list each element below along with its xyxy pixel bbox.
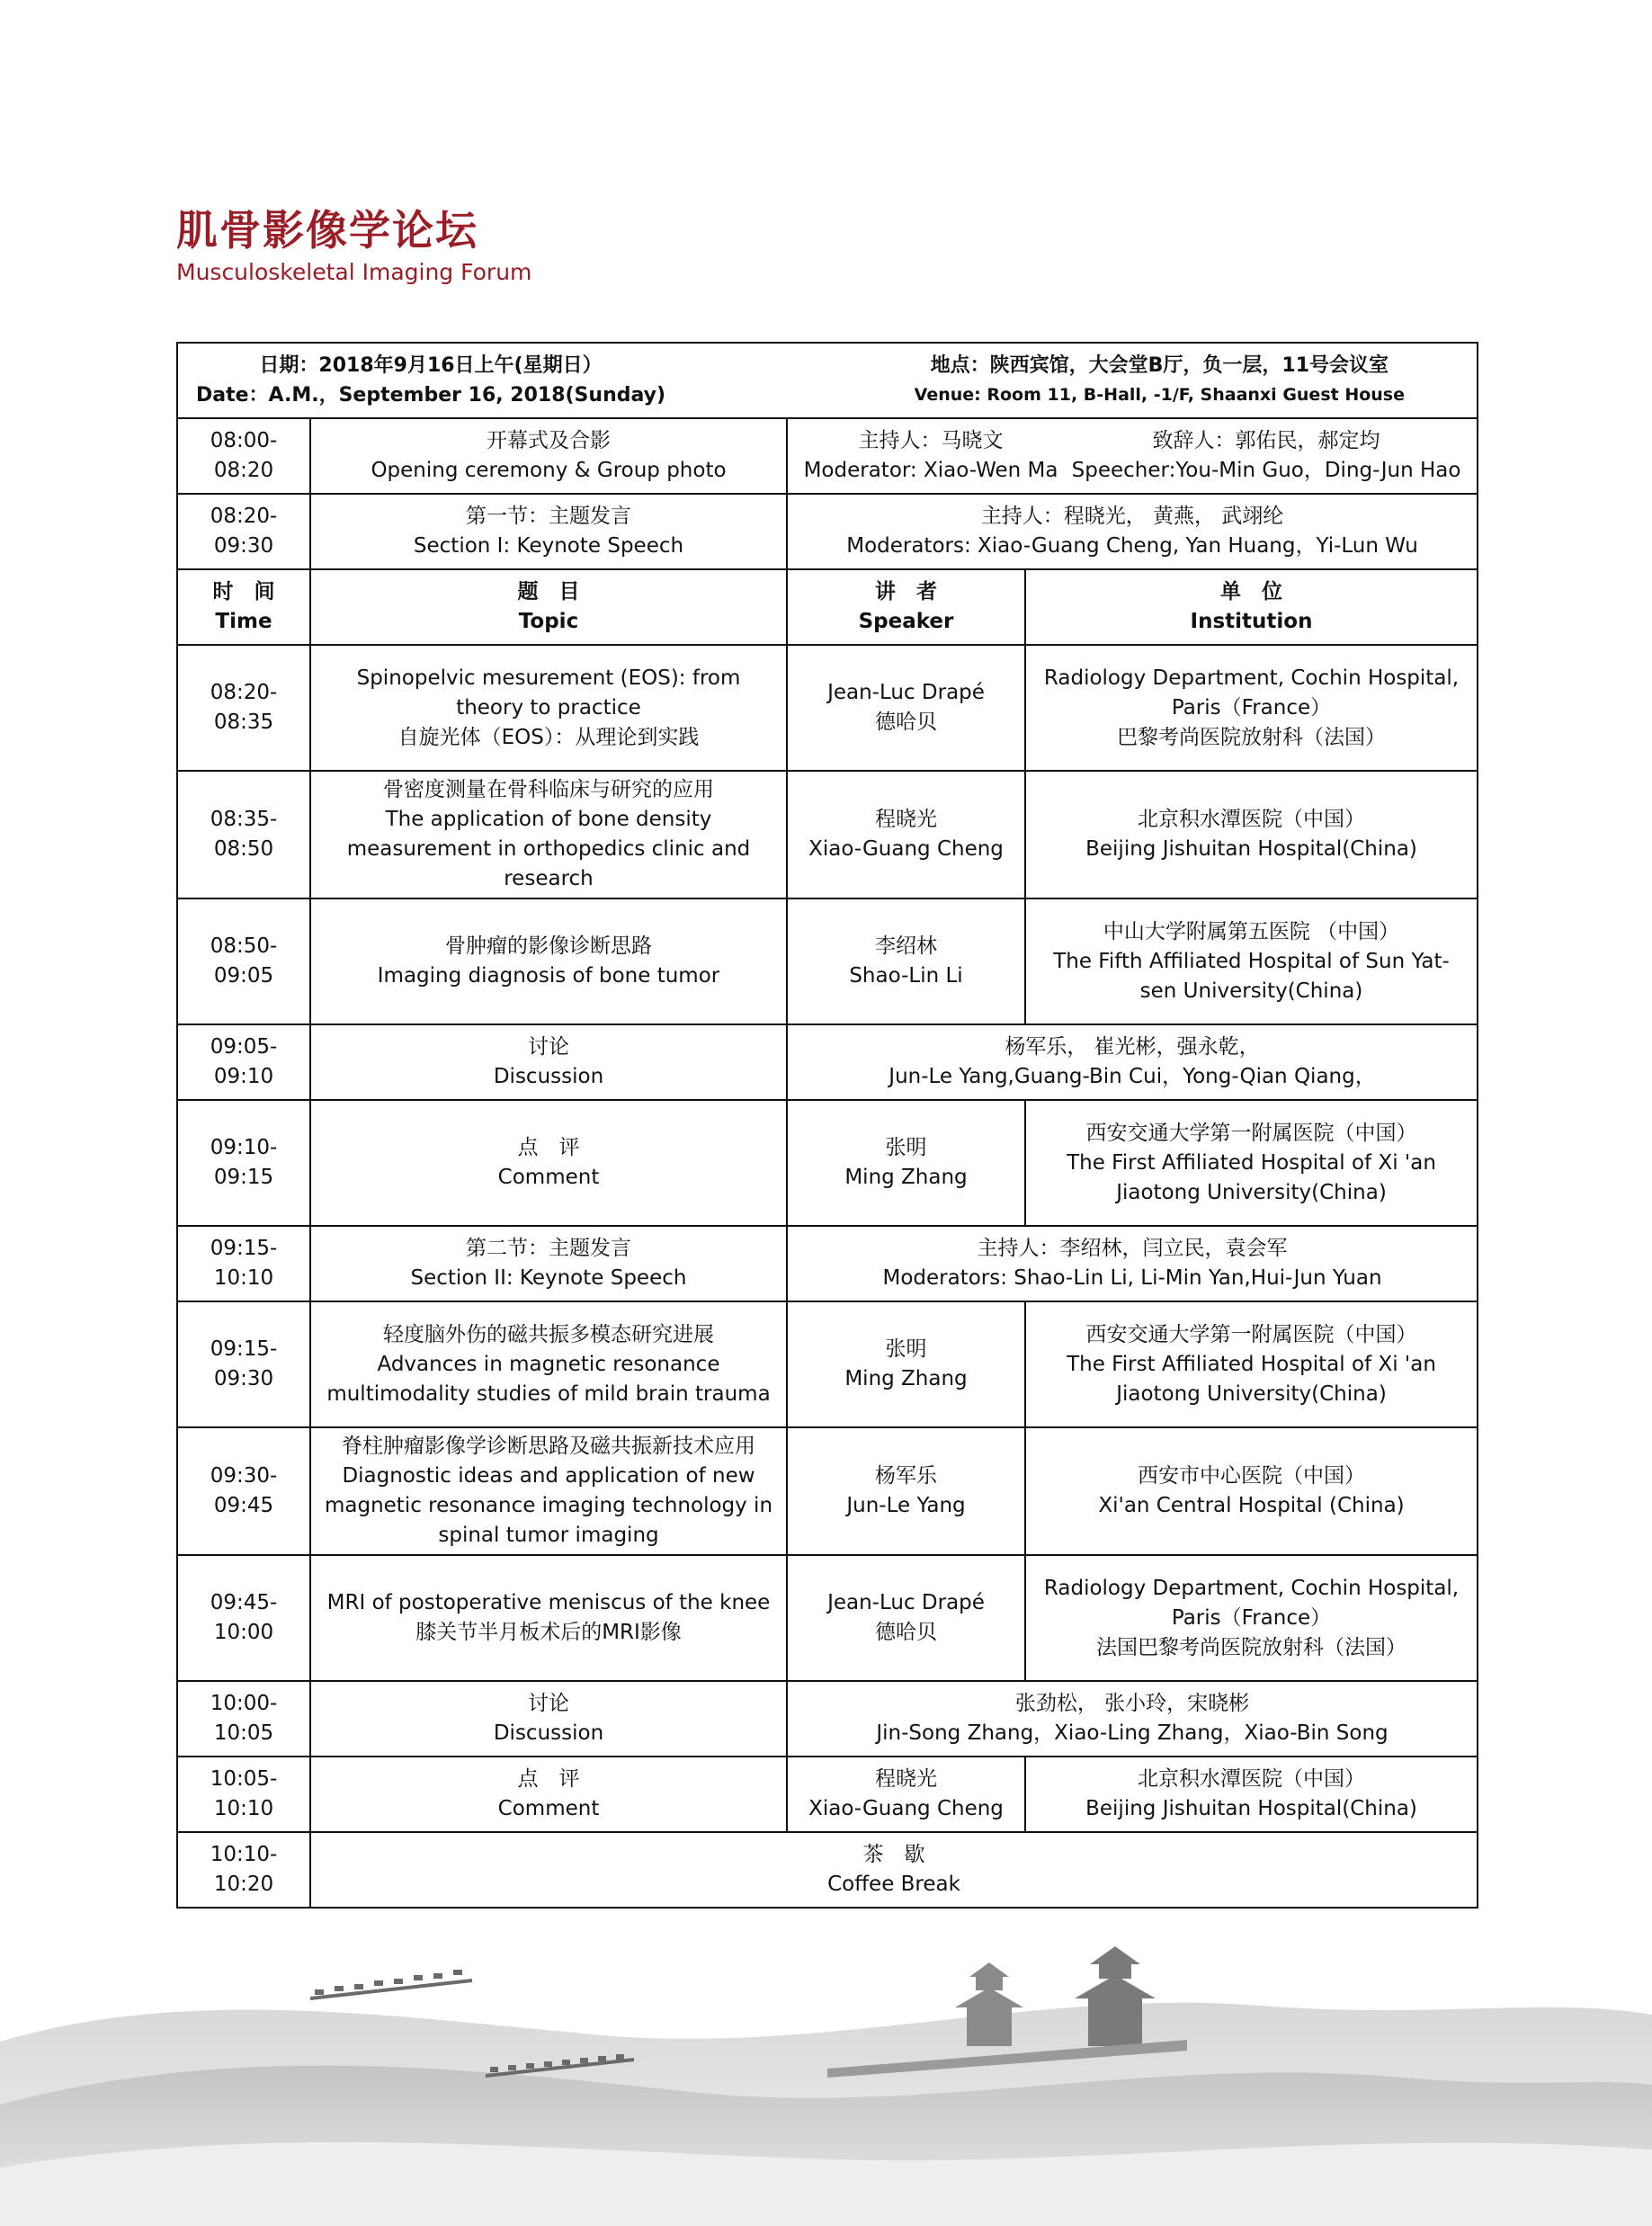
discussion-row (177, 1681, 1478, 1757)
talk-institution (1025, 1757, 1478, 1832)
talk-institution (1025, 1555, 1478, 1681)
title-zh: 讨论 (528, 1692, 569, 1715)
col-speaker (787, 569, 1025, 645)
desert-landscape-illustration (0, 1934, 1652, 2226)
title-en: Section II: Keynote Speech (410, 1266, 687, 1290)
talk-time: 08:50-09:05 (177, 898, 310, 1024)
talk-speaker (787, 771, 1025, 898)
title-zh: 第二节：主题发言 (466, 1237, 631, 1260)
talk-institution (1025, 645, 1478, 771)
discussion-people (787, 1024, 1478, 1100)
section2-row (177, 1226, 1478, 1301)
topic-line: 脊柱肿瘤影像学诊断思路及磁共振新技术应用 (342, 1435, 755, 1458)
talk-row (177, 898, 1478, 1024)
opening-row (177, 418, 1478, 494)
session-time: 10:05-10:10 (177, 1757, 310, 1832)
people-en: Jin-Song Zhang，Xiao-Ling Zhang，Xiao-Bin Song (876, 1721, 1389, 1745)
session-time: 08:00-08:20 (177, 418, 310, 494)
talk-speaker (787, 1100, 1025, 1226)
date-en: Date：A.M.，September 16, 2018(Sunday) (196, 384, 666, 407)
session-title (310, 418, 787, 494)
venue-en: Venue: Room 11, B-Hall, -1/F, Shaanxi Guest House (914, 385, 1406, 405)
session-title (310, 494, 787, 569)
venue-zh: 地点：陕西宾馆，大会堂B厅，负一层，11号会议室 (930, 354, 1389, 377)
comment-row (177, 1757, 1478, 1832)
column-header-row (177, 569, 1478, 645)
speecher-zh: 致辞人：郭佑民，郝定均 (1152, 429, 1380, 452)
topic-line: Spinopelvic mesurement (EOS): from theory to practice (356, 666, 741, 720)
talk-institution (1025, 1100, 1478, 1226)
talk-row (177, 1555, 1478, 1681)
speecher-en: Speecher:You-Min Guo，Ding-Jun Hao (1071, 459, 1461, 482)
institution-line: 巴黎考尚医院放射科（法国） (1117, 725, 1386, 749)
institution-line: 西安交通大学第一附属医院（中国） (1085, 1322, 1417, 1346)
discussion-row (177, 1024, 1478, 1100)
institution-line: 中山大学附属第五医院 （中国） (1103, 919, 1400, 943)
talk-speaker (787, 1757, 1025, 1832)
speaker-line: Ming Zhang (844, 1166, 968, 1189)
talk-row (177, 1301, 1478, 1427)
moderator-zh: 主持人：马晓文 (858, 429, 1004, 452)
speaker-line: Xiao-Guang Cheng (808, 837, 1004, 861)
session-title (310, 1757, 787, 1832)
session-time: 10:00-10:05 (177, 1681, 310, 1757)
topic-line: 自旋光体（EOS）：从理论到实践 (397, 725, 700, 749)
topic-line: 骨密度测量在骨科临床与研究的应用 (383, 778, 714, 801)
talk-topic (310, 1301, 787, 1427)
talk-institution (1025, 771, 1478, 898)
venue-block (915, 351, 1405, 410)
topic-line: 膝关节半月板术后的MRI影像 (415, 1621, 682, 1644)
speaker-line: Shao-Lin Li (849, 964, 963, 988)
people-zh: 张劲松， 张小玲，宋晓彬 (1014, 1692, 1250, 1715)
speaker-line: Xiao-Guang Cheng (808, 1797, 1004, 1820)
talk-row (177, 645, 1478, 771)
speaker-line: Jean-Luc Drapé (827, 1591, 985, 1614)
talk-row (177, 1427, 1478, 1555)
col-institution (1025, 569, 1478, 645)
title-en: Coffee Break (827, 1873, 960, 1896)
coffee-break-row (177, 1832, 1478, 1908)
title-en: Discussion (493, 1721, 604, 1745)
date-block (196, 351, 665, 410)
institution-line: Radiology Department, Cochin Hospital, Paris（France） (1043, 666, 1460, 720)
forum-title-zh: 肌骨影像学论坛 (176, 206, 478, 255)
talk-topic (310, 1555, 787, 1681)
session-title (310, 1226, 787, 1301)
institution-line: The Fifth Affiliated Hospital of Sun Yat-sen University(China) (1053, 949, 1450, 1003)
moderators-en: Moderators: Shao-Lin Li, Li-Min Yan,Hui-Jun Yuan (882, 1266, 1382, 1290)
discussion-people (787, 1681, 1478, 1757)
forum-title-en: Musculoskeletal Imaging Forum (176, 259, 532, 285)
talk-speaker (787, 645, 1025, 771)
institution-line: Beijing Jishuitan Hospital(China) (1085, 1797, 1417, 1820)
title-zh: 开幕式及合影 (487, 429, 611, 452)
talk-speaker (787, 1427, 1025, 1555)
session-title (310, 1024, 787, 1100)
title-zh: 茶 歇 (862, 1843, 925, 1866)
topic-line: Diagnostic ideas and application of new magnetic resonance imaging technology in spinal tumor imaging (324, 1464, 773, 1547)
institution-line: 法国巴黎考尚医院放射科（法国） (1096, 1635, 1406, 1659)
institution-line: Beijing Jishuitan Hospital(China) (1085, 837, 1417, 861)
col-topic-zh: 题 目 (517, 580, 580, 603)
topic-line: 轻度脑外伤的磁共振多模态研究进展 (383, 1322, 714, 1346)
speaker-line: 张明 (885, 1136, 927, 1159)
institution-line: Radiology Department, Cochin Hospital, Paris（France） (1043, 1576, 1460, 1630)
topic-line: MRI of postoperative meniscus of the knee (326, 1591, 771, 1614)
speaker-line: 德哈贝 (875, 711, 937, 734)
speaker-line: 杨军乐 (875, 1464, 937, 1488)
col-speaker-zh: 讲 者 (875, 580, 937, 603)
title-en: Opening ceremony & Group photo (371, 459, 727, 482)
speaker-line: 程晓光 (875, 1767, 937, 1791)
session-title (310, 1100, 787, 1226)
session-time: 09:10-09:15 (177, 1100, 310, 1226)
comment-row (177, 1100, 1478, 1226)
institution-line: 西安交通大学第一附属医院（中国） (1085, 1121, 1417, 1145)
institution-line: Xi'an Central Hospital (China) (1098, 1494, 1405, 1517)
title-zh: 点 评 (517, 1767, 580, 1791)
talk-time: 08:20-08:35 (177, 645, 310, 771)
talk-time: 09:15-09:30 (177, 1301, 310, 1427)
people-zh: 杨军乐， 崔光彬，强永乾， (1005, 1035, 1260, 1059)
title-en: Discussion (493, 1065, 604, 1088)
moderators-zh: 主持人：李绍林，闫立民，袁会军 (977, 1237, 1288, 1260)
date-zh: 日期：2018年9月16日上午(星期日） (259, 354, 603, 377)
session-time: 09:05-09:10 (177, 1024, 310, 1100)
camel-caravan-icon (310, 1970, 472, 2000)
topic-line: 骨肿瘤的影像诊断思路 (445, 934, 652, 958)
title-zh: 讨论 (528, 1035, 569, 1059)
talk-speaker (787, 1301, 1025, 1427)
topic-line: Imaging diagnosis of bone tumor (377, 964, 720, 988)
col-speaker-en: Speaker (858, 610, 954, 633)
speaker-line: 德哈贝 (875, 1621, 937, 1644)
talk-time: 09:30-09:45 (177, 1427, 310, 1555)
talk-topic (310, 771, 787, 898)
talk-time: 08:35-08:50 (177, 771, 310, 898)
talk-time: 09:45-10:00 (177, 1555, 310, 1681)
speaker-line: 李绍林 (875, 934, 937, 958)
topic-line: The application of bone density measurement in orthopedics clinic and research (346, 808, 751, 890)
speaker-line: Ming Zhang (844, 1367, 968, 1390)
session-time: 10:10-10:20 (177, 1832, 310, 1908)
speaker-line: Jean-Luc Drapé (827, 681, 985, 704)
speecher (1072, 426, 1461, 486)
session-time: 08:20-09:30 (177, 494, 310, 569)
topic-line: Advances in magnetic resonance multimodality studies of mild brain trauma (326, 1352, 771, 1406)
institution-line: 北京积水潭医院（中国） (1138, 808, 1365, 831)
session-title (310, 1681, 787, 1757)
talk-institution (1025, 1427, 1478, 1555)
title-en: Section I: Keynote Speech (413, 534, 684, 558)
talk-institution (1025, 1301, 1478, 1427)
speaker-line: 张明 (885, 1337, 927, 1361)
talk-speaker (787, 898, 1025, 1024)
title-en: Comment (497, 1166, 600, 1189)
schedule-table (176, 342, 1478, 1909)
talk-speaker (787, 1555, 1025, 1681)
col-institution-zh: 单 位 (1220, 580, 1282, 603)
col-time-en: Time (215, 610, 272, 633)
opening-hosts (787, 418, 1478, 494)
section1-row (177, 494, 1478, 569)
moderators-en: Moderators: Xiao-Guang Cheng, Yan Huang，Yi-Lun Wu (846, 534, 1418, 558)
section-moderators (787, 494, 1478, 569)
talk-institution (1025, 898, 1478, 1024)
coffee-break (310, 1832, 1478, 1908)
talk-topic (310, 1427, 787, 1555)
header-row (177, 343, 1478, 418)
title-en: Comment (497, 1797, 600, 1820)
institution-line: 北京积水潭医院（中国） (1138, 1767, 1365, 1791)
section-moderators (787, 1226, 1478, 1301)
talk-row (177, 771, 1478, 898)
speaker-line: 程晓光 (875, 808, 937, 831)
people-en: Jun-Le Yang,Guang-Bin Cui，Yong-Qian Qiang， (889, 1065, 1376, 1088)
institution-line: The First Affiliated Hospital of Xi 'an Jiaotong University(China) (1067, 1150, 1436, 1204)
moderator-en: Moderator: Xiao-Wen Ma (803, 459, 1058, 482)
institution-line: The First Affiliated Hospital of Xi 'an Jiaotong University(China) (1067, 1352, 1436, 1406)
col-time-zh: 时 间 (212, 580, 275, 603)
institution-line: 西安市中心医院（中国） (1138, 1464, 1365, 1488)
session-time: 09:15-10:10 (177, 1226, 310, 1301)
talk-topic (310, 898, 787, 1024)
talk-topic (310, 645, 787, 771)
col-time (177, 569, 310, 645)
col-topic-en: Topic (518, 610, 579, 633)
title-zh: 点 评 (517, 1136, 580, 1159)
col-topic (310, 569, 787, 645)
moderators-zh: 主持人：程晓光， 黄燕， 武翊纶 (980, 505, 1284, 528)
title-zh: 第一节：主题发言 (466, 505, 631, 528)
speaker-line: Jun-Le Yang (846, 1494, 966, 1517)
moderator (804, 426, 1058, 486)
col-institution-en: Institution (1190, 610, 1313, 633)
